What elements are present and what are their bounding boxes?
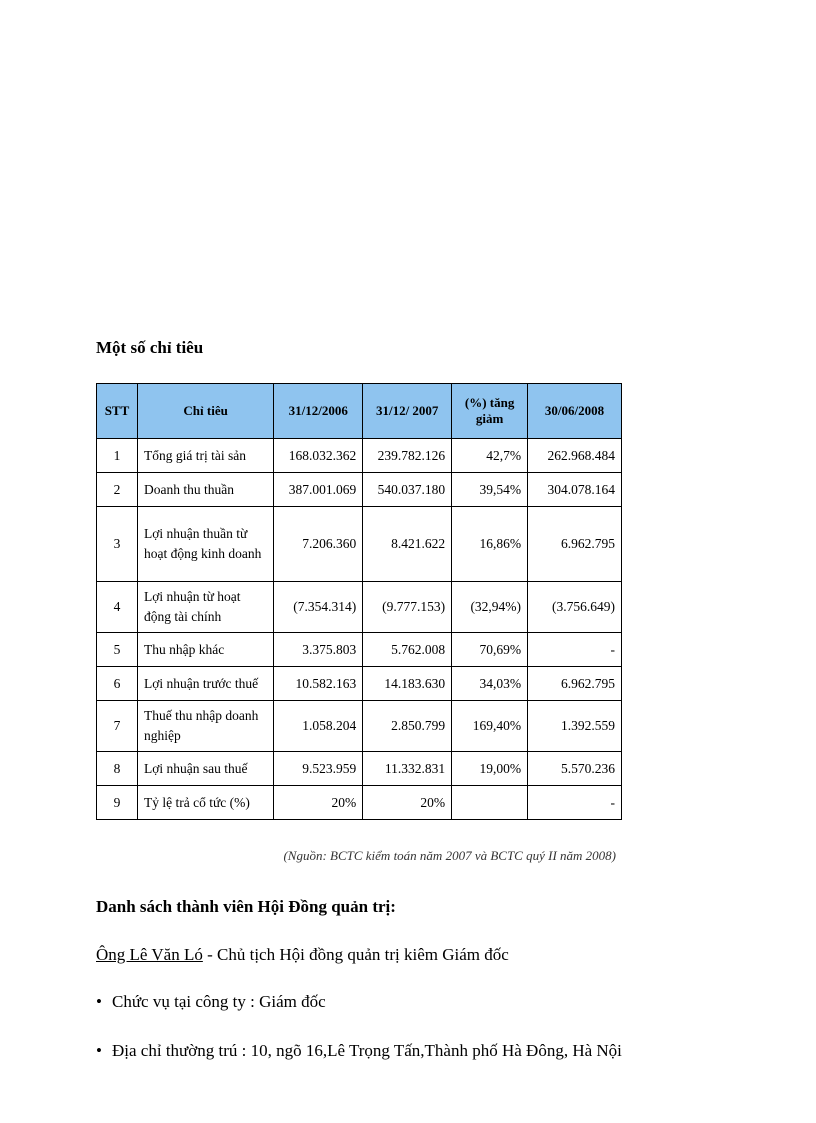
- cell-2008: -: [528, 633, 622, 667]
- bullet-icon: •: [96, 1041, 102, 1060]
- cell-2008: 1.392.559: [528, 701, 622, 752]
- table-row: [97, 701, 622, 752]
- cell-2007: (9.777.153): [363, 582, 452, 633]
- column-header-2006: 31/12/2006: [274, 384, 363, 439]
- cell-stt: 8: [97, 752, 138, 786]
- cell-2007: 2.850.799: [363, 701, 452, 752]
- table-row: [97, 439, 622, 473]
- column-header-indicator: Chỉ tiêu: [137, 384, 273, 439]
- table-row: [97, 752, 622, 786]
- cell-indicator: Tỷ lệ trả cổ tức (%): [137, 786, 273, 820]
- chairman-role: - Chủ tịch Hội đồng quản trị kiêm Giám đốc: [202, 945, 509, 964]
- board-heading: Danh sách thành viên Hội Đồng quản trị:: [96, 897, 396, 916]
- cell-indicator: Doanh thu thuần: [137, 473, 273, 507]
- cell-stt: 4: [97, 582, 138, 633]
- column-header-stt: STT: [97, 384, 138, 439]
- cell-2006: 168.032.362: [274, 439, 363, 473]
- table-row: [97, 633, 622, 667]
- cell-2007: 5.762.008: [363, 633, 452, 667]
- cell-indicator: Lợi nhuận sau thuế: [137, 752, 273, 786]
- cell-2007: 239.782.126: [363, 439, 452, 473]
- cell-indicator: Lợi nhuận trước thuế: [137, 667, 273, 701]
- cell-2006: 3.375.803: [274, 633, 363, 667]
- column-header-2008: 30/06/2008: [528, 384, 622, 439]
- cell-2007: 8.421.622: [363, 507, 452, 582]
- column-header-change: (%) tăng giảm: [452, 384, 528, 439]
- cell-indicator: Lợi nhuận thuần từ hoạt động kinh doanh: [137, 507, 273, 582]
- cell-change: 34,03%: [452, 667, 528, 701]
- cell-2006: 10.582.163: [274, 667, 363, 701]
- list-item: [96, 1041, 622, 1061]
- cell-change: 19,00%: [452, 752, 528, 786]
- cell-indicator: Thuế thu nhập doanh nghiệp: [137, 701, 273, 752]
- table-row: [97, 582, 622, 633]
- table-header-row: [97, 384, 622, 439]
- cell-change: (32,94%): [452, 582, 528, 633]
- cell-2008: 304.078.164: [528, 473, 622, 507]
- cell-2006: 20%: [274, 786, 363, 820]
- bullet-icon: •: [96, 992, 102, 1011]
- cell-stt: 3: [97, 507, 138, 582]
- cell-2006: 7.206.360: [274, 507, 363, 582]
- column-header-2007: 31/12/ 2007: [363, 384, 452, 439]
- cell-stt: 7: [97, 701, 138, 752]
- table-row: [97, 667, 622, 701]
- cell-stt: 5: [97, 633, 138, 667]
- cell-change: 70,69%: [452, 633, 528, 667]
- list-item: [96, 992, 326, 1012]
- cell-change: 16,86%: [452, 507, 528, 582]
- cell-2006: (7.354.314): [274, 582, 363, 633]
- cell-stt: 1: [97, 439, 138, 473]
- chairman-name: Ông Lê Văn Ló: [96, 945, 203, 964]
- cell-2007: 540.037.180: [363, 473, 452, 507]
- cell-stt: 9: [97, 786, 138, 820]
- cell-2007: 20%: [363, 786, 452, 820]
- position-text: Chức vụ tại công ty : Giám đốc: [112, 992, 326, 1011]
- cell-change: 39,54%: [452, 473, 528, 507]
- cell-2008: 6.962.795: [528, 507, 622, 582]
- cell-2006: 1.058.204: [274, 701, 363, 752]
- source-note: (Nguồn: BCTC kiểm toán năm 2007 và BCTC quý II năm 2008): [283, 848, 616, 863]
- cell-indicator: Lợi nhuận từ hoạt động tài chính: [137, 582, 273, 633]
- table-heading: Một số chỉ tiêu: [96, 338, 204, 357]
- cell-2007: 11.332.831: [363, 752, 452, 786]
- cell-2007: 14.183.630: [363, 667, 452, 701]
- table-row: [97, 473, 622, 507]
- address-text: Địa chỉ thường trú : 10, ngõ 16,Lê Trọng Tấn,Thành phố Hà Đông, Hà Nội: [112, 1041, 622, 1060]
- cell-indicator: Tổng giá trị tài sản: [137, 439, 273, 473]
- cell-2008: 262.968.484: [528, 439, 622, 473]
- cell-change: [452, 786, 528, 820]
- cell-indicator: Thu nhập khác: [137, 633, 273, 667]
- cell-2008: 6.962.795: [528, 667, 622, 701]
- indicators-table: [96, 383, 622, 820]
- cell-change: 169,40%: [452, 701, 528, 752]
- cell-2008: 5.570.236: [528, 752, 622, 786]
- cell-stt: 2: [97, 473, 138, 507]
- cell-2008: -: [528, 786, 622, 820]
- table-row: [97, 507, 622, 582]
- chairman-line: [96, 945, 509, 965]
- cell-2006: 387.001.069: [274, 473, 363, 507]
- cell-2006: 9.523.959: [274, 752, 363, 786]
- cell-2008: (3.756.649): [528, 582, 622, 633]
- cell-stt: 6: [97, 667, 138, 701]
- cell-change: 42,7%: [452, 439, 528, 473]
- table-row: [97, 786, 622, 820]
